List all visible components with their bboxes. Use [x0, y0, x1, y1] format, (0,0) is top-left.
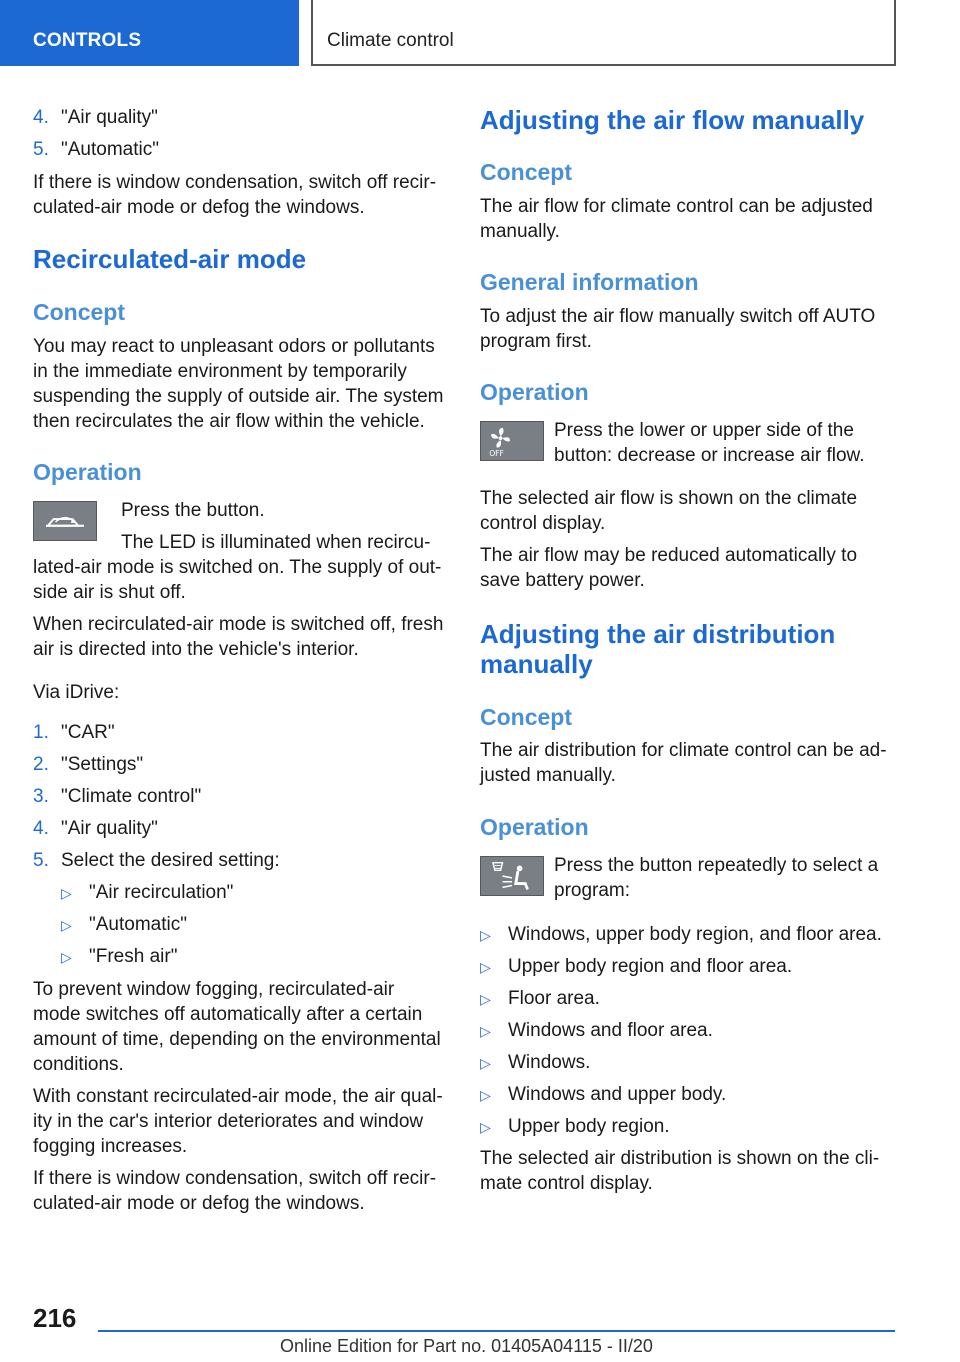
fan-off-icon — [480, 421, 544, 461]
chapter-title-box — [311, 0, 896, 66]
triangle-right-icon: ▷ — [61, 885, 72, 901]
paragraph: ity in the car's interior deteriorates and window — [33, 1111, 424, 1132]
list-item: ▷ Windows, upper body region, and floor area. — [480, 922, 882, 948]
list-item: ▷ Floor area. — [480, 986, 600, 1012]
paragraph: The air distribution for climate control can be ad- — [480, 740, 887, 761]
paragraph: save battery power. — [480, 570, 645, 591]
list-item: ▷ "Fresh air" — [61, 944, 177, 970]
paragraph: Press the button. — [121, 500, 265, 521]
heading-concept: Concept — [33, 299, 125, 325]
air-distribution-seat-icon — [480, 856, 544, 896]
heading-concept: Concept — [480, 159, 572, 185]
paragraph: amount of time, depending on the environmental — [33, 1029, 441, 1050]
list-item: ▷ Windows and floor area. — [480, 1018, 713, 1044]
paragraph: With constant recirculated-air mode, the air qual- — [33, 1086, 443, 1107]
paragraph: then recirculates the air flow within the vehicle. — [33, 411, 425, 432]
triangle-right-icon: ▷ — [480, 991, 491, 1007]
list-item: 2. "Settings" — [33, 754, 144, 775]
paragraph: conditions. — [33, 1054, 124, 1075]
paragraph: The selected air distribution is shown on the cli- — [480, 1148, 880, 1169]
list-item: ▷ "Air recirculation" — [61, 880, 233, 906]
paragraph: in the immediate environment by temporarily — [33, 361, 407, 382]
list-item: 1. "CAR" — [33, 722, 115, 743]
paragraph: side air is shut off. — [33, 582, 186, 603]
heading-adjusting-air-distribution: Adjusting the air distribution — [480, 619, 836, 649]
paragraph: program first. — [480, 331, 592, 352]
paragraph: culated-air mode or defog the windows. — [33, 1193, 365, 1214]
paragraph: If there is window condensation, switch off recir- — [33, 172, 437, 193]
paragraph: lated-air mode is switched on. The supply of out- — [33, 557, 442, 578]
heading-operation: Operation — [33, 459, 142, 485]
paragraph: Press the lower or upper side of the — [554, 420, 854, 441]
paragraph: The LED is illuminated when recircu- — [121, 532, 431, 553]
list-item: 5. Select the desired setting: — [33, 850, 280, 871]
svg-text:OFF: OFF — [489, 449, 504, 459]
recirculation-car-icon — [33, 501, 97, 541]
list-item: ▷ Windows. — [480, 1050, 590, 1076]
list-item: ▷ Upper body region. — [480, 1114, 670, 1140]
heading-operation: Operation — [480, 814, 589, 840]
paragraph: culated-air mode or defog the windows. — [33, 197, 365, 218]
heading-general-information: General information — [480, 269, 699, 295]
triangle-right-icon: ▷ — [480, 1087, 491, 1103]
paragraph: The selected air flow is shown on the climate — [480, 488, 858, 509]
paragraph: air is directed into the vehicle's interior. — [33, 639, 359, 660]
heading-concept: Concept — [480, 704, 572, 730]
triangle-right-icon: ▷ — [61, 949, 72, 965]
list-item: 3. "Climate control" — [33, 786, 202, 807]
list-item: ▷ "Automatic" — [61, 912, 187, 938]
triangle-right-icon: ▷ — [480, 927, 491, 943]
section-label: CONTROLS — [33, 30, 142, 51]
paragraph: control display. — [480, 513, 606, 534]
paragraph: When recirculated-air mode is switched off, fresh — [33, 614, 444, 635]
heading-recirculated-air-mode: Recirculated-air mode — [33, 244, 307, 274]
paragraph: justed manually. — [480, 765, 616, 786]
page-header — [0, 0, 960, 66]
paragraph: Via iDrive: — [33, 682, 120, 703]
triangle-right-icon: ▷ — [480, 959, 491, 975]
triangle-right-icon: ▷ — [480, 1055, 491, 1071]
paragraph: mode switches off automatically after a certain — [33, 1004, 423, 1025]
triangle-right-icon: ▷ — [61, 917, 72, 933]
paragraph: To adjust the air flow manually switch off AUTO — [480, 306, 876, 327]
heading-adjusting-air-flow: Adjusting the air flow manually — [480, 105, 865, 135]
paragraph: The air flow for climate control can be adjusted — [480, 196, 873, 217]
footer-divider — [98, 1330, 895, 1332]
heading-adjusting-air-distribution-cont: manually — [480, 649, 593, 679]
chapter-title: Climate control — [327, 30, 454, 51]
page-number: 216 — [33, 1303, 77, 1333]
paragraph: button: decrease or increase air flow. — [554, 445, 865, 466]
paragraph: Press the button repeatedly to select a — [554, 855, 879, 876]
list-item: 5. "Automatic" — [33, 139, 159, 160]
paragraph: If there is window condensation, switch off recir- — [33, 1168, 437, 1189]
paragraph: The air flow may be reduced automatically to — [480, 545, 858, 566]
paragraph: program: — [554, 880, 631, 901]
paragraph: To prevent window fogging, recirculated-air — [33, 979, 395, 1000]
list-item: 4. "Air quality" — [33, 818, 158, 839]
paragraph: suspending the supply of outside air. The system — [33, 386, 444, 407]
heading-operation: Operation — [480, 379, 589, 405]
paragraph: mate control display. — [480, 1173, 653, 1194]
paragraph: manually. — [480, 221, 560, 242]
list-item: ▷ Upper body region and floor area. — [480, 954, 792, 980]
paragraph: fogging increases. — [33, 1136, 188, 1157]
section-tab — [0, 0, 299, 66]
paragraph: You may react to unpleasant odors or pollutants — [33, 336, 435, 357]
triangle-right-icon: ▷ — [480, 1023, 491, 1039]
edition-text: Online Edition for Part no. 01405A04115 - II/20 — [280, 1336, 653, 1356]
list-item: ▷ Windows and upper body. — [480, 1082, 726, 1108]
triangle-right-icon: ▷ — [480, 1119, 491, 1135]
list-item: 4. "Air quality" — [33, 107, 158, 128]
